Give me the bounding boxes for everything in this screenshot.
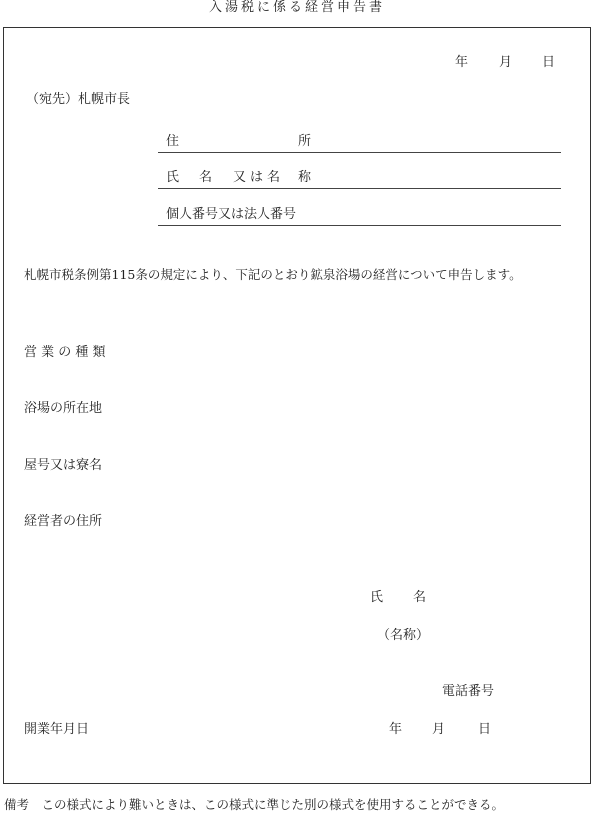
addressee: （宛先）札幌市長 — [26, 92, 131, 107]
declarant-name-line[interactable] — [158, 166, 561, 189]
declarant-name-label-2: 名 — [199, 170, 213, 185]
header-date-day: 日 — [542, 55, 556, 70]
declarant-number-label: 個人番号又は法人番号 — [166, 207, 297, 222]
header-date-year: 年 — [455, 55, 469, 70]
form-title: 入湯税に係る経営申告書 — [208, 0, 385, 15]
bath-location-label: 浴場の所在地 — [24, 401, 103, 416]
declarant-address-label-2: 所 — [298, 134, 312, 149]
declarant-address-line[interactable] — [158, 130, 561, 153]
declarant-name-label-1: 氏 — [166, 170, 180, 185]
opening-date-day: 日 — [478, 722, 492, 737]
business-type-label: 営 業 の 種 類 — [24, 345, 106, 360]
opening-date-label: 開業年月日 — [24, 722, 90, 737]
declarant-address-label-1: 住 — [166, 134, 180, 149]
opening-date-year: 年 — [389, 722, 403, 737]
declarant-name-label-4: 称 — [298, 170, 312, 185]
operator-name-label-1: 氏 — [370, 590, 384, 605]
operator-name-label-2: 名 — [413, 590, 427, 605]
opening-date-month: 月 — [432, 722, 446, 737]
trade-name-label: 屋号又は寮名 — [24, 458, 103, 473]
statement-text: 札幌市税条例第115条の規定により、下記のとおり鉱泉浴場の経営について申告します。 — [24, 267, 522, 282]
declarant-name-label-3: 又は名 — [233, 170, 285, 185]
footnote: 備考 この様式により難いときは、この様式に準じた別の様式を使用することができる。 — [4, 797, 505, 812]
operator-address-label: 経営者の住所 — [24, 514, 103, 529]
header-date-month: 月 — [499, 55, 513, 70]
declarant-number-line[interactable] — [158, 203, 561, 226]
operator-phone-label: 電話番号 — [442, 684, 495, 699]
operator-corp-name-label: （名称） — [377, 628, 430, 643]
